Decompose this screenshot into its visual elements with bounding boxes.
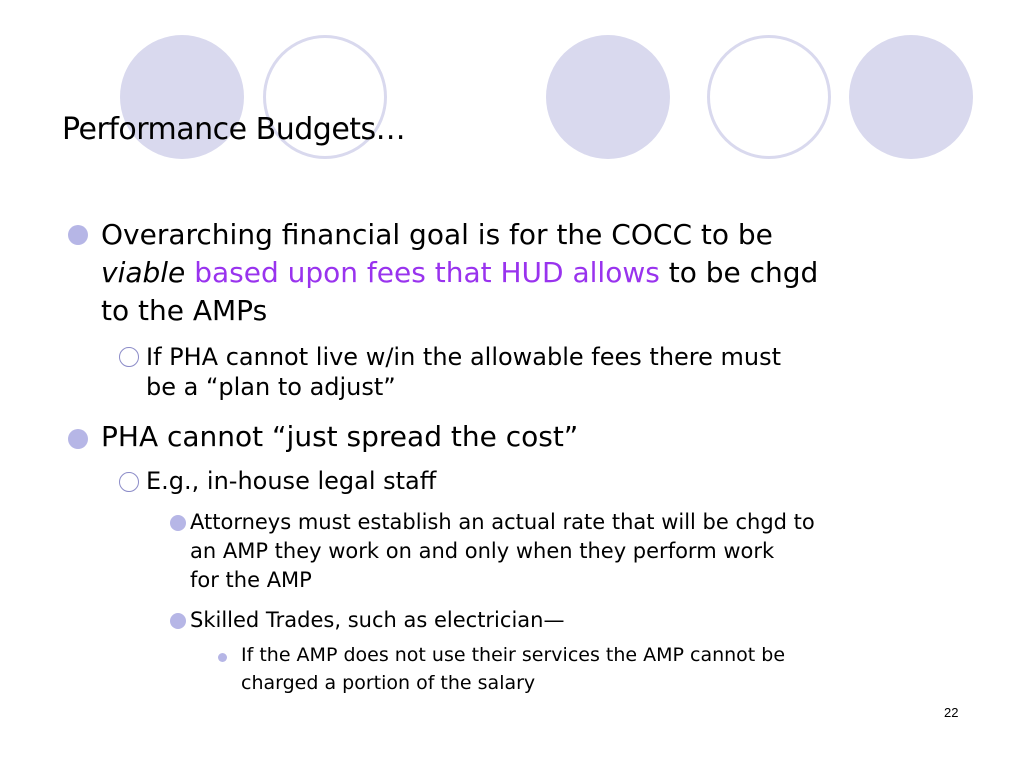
bullet-2-sub-1: E.g., in-house legal staff <box>146 467 437 495</box>
decorative-circle-filled <box>546 35 670 159</box>
bullet-2-sub-1-a-line-2: an AMP they work on and only when they perform work <box>190 539 775 563</box>
bullet-icon <box>170 515 186 531</box>
bullet-1-line-2-end: to be chgd <box>668 256 819 289</box>
bullet-2: PHA cannot “just spread the cost” <box>101 420 579 453</box>
bullet-2-sub-1-a-line-1: Attorneys must establish an actual rate that will be chgd to <box>190 510 815 534</box>
bullet-1-line-3: to the AMPs <box>101 294 268 327</box>
decorative-circle-filled <box>849 35 973 159</box>
bullet-1-line-2 <box>101 254 981 292</box>
bullet-2-sub-1-a <box>190 508 990 595</box>
bullet-1-sub-1 <box>146 342 986 402</box>
highlight-text: based upon fees that HUD allows <box>194 256 660 289</box>
decorative-circle-outline <box>707 35 831 159</box>
bullet-1 <box>101 216 981 330</box>
bullet-2-sub-1-b-i-line-1: If the AMP does not use their services the AMP cannot be <box>241 644 786 666</box>
bullet-2-sub-1-b: Skilled Trades, such as electrician— <box>190 608 565 632</box>
bullet-1-line-1: Overarching financial goal is for the COCC to be <box>101 218 773 251</box>
bullet-1-sub-1-line-2: be a “plan to adjust” <box>146 373 396 401</box>
bullet-icon <box>68 225 88 245</box>
bullet-2-sub-1-b-i <box>241 641 1001 697</box>
bullet-2-sub-1-b-i-line-2: charged a portion of the salary <box>241 672 536 694</box>
page-number: 22 <box>944 705 959 720</box>
bullet-1-sub-1-line-1: If PHA cannot live w/in the allowable fees there must <box>146 343 782 371</box>
slide-title: Performance Budgets… <box>62 112 406 147</box>
ring-bullet-icon <box>119 347 139 367</box>
viable-text: viable <box>101 256 186 289</box>
bullet-icon <box>170 613 186 629</box>
bullet-icon <box>218 653 227 662</box>
bullet-icon <box>68 429 88 449</box>
bullet-2-sub-1-a-line-3: for the AMP <box>190 568 312 592</box>
ring-bullet-icon <box>119 472 139 492</box>
